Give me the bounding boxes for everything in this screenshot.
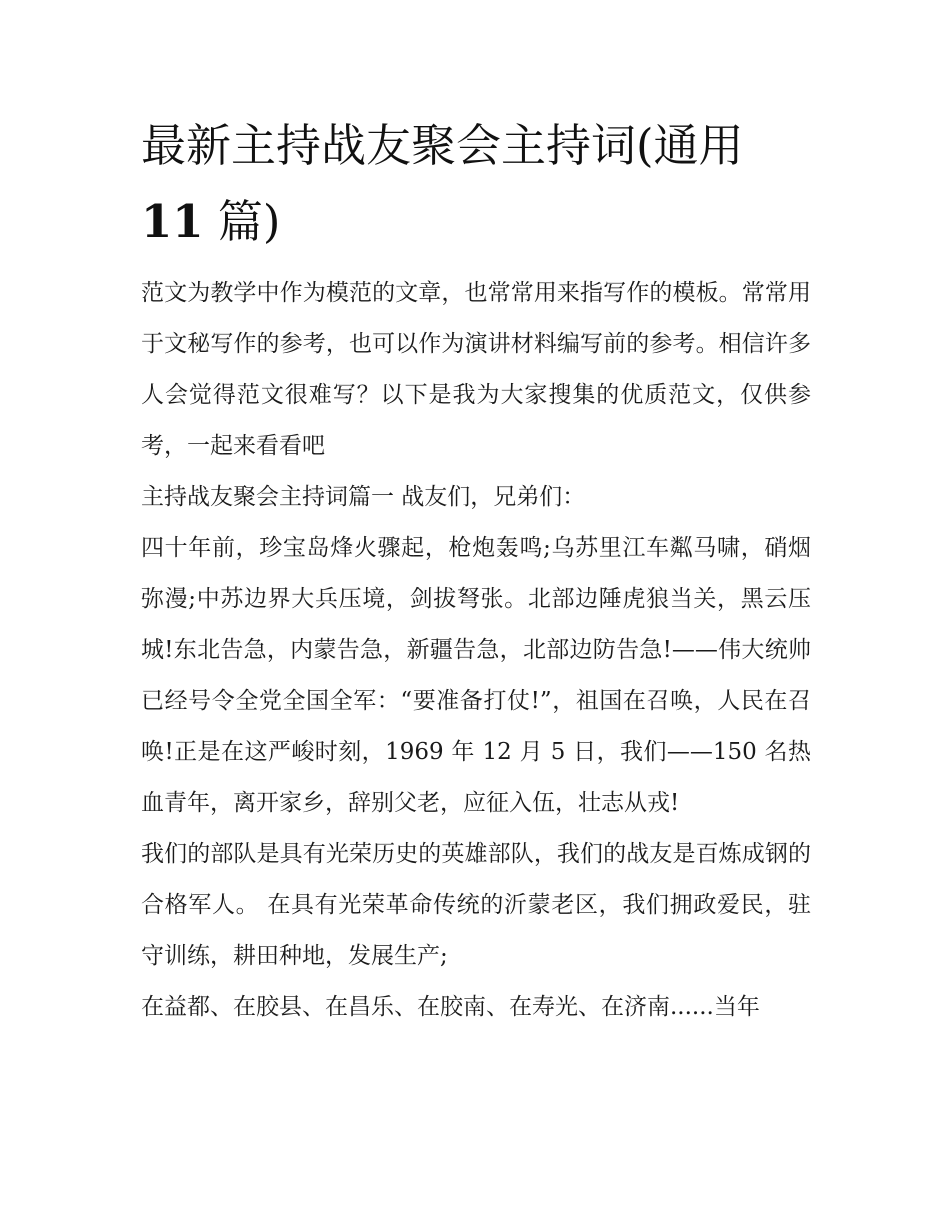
intro-paragraph: 范文为教学中作为模范的文章，也常常用来指写作的模板。常常用于文秘写作的参考，也可以作为演讲材料编写前的参考。相信许多人会觉得范文很难写？以下是我为大家搜集的优质范文，仅供参考，一起来看看吧	[141, 280, 811, 459]
document-title	[141, 108, 811, 260]
locations-paragraph: 在益都、在胶县、在昌乐、在胶南、在寿光、在济南......当年	[141, 994, 760, 1020]
title-line-1: 最新主持战友聚会主持词(通用	[141, 119, 744, 172]
title-number: 11	[141, 195, 204, 248]
document-body	[141, 108, 811, 1033]
history-paragraph: 四十年前，珍宝岛烽火骤起，枪炮轰鸣;乌苏里江车粼马啸，硝烟弥漫;中苏边界大兵压境，剑拔弩张。北部边陲虎狼当关，黑云压城!东北告急，内蒙告急，新疆告急，北部边防告急!——伟大统帅已经号令全党全国全军：“要准备打仗!”，祖国在召唤，人民在召唤!正是在这严峻时刻，1969 年 12 月 5 日，我们——150 名热血青年，离开家乡，辞别父老，应征入伍，壮志从戎!	[141, 535, 811, 816]
section-heading-paragraph: 主持战友聚会主持词篇一 战友们，兄弟们：	[141, 484, 586, 510]
unit-paragraph: 我们的部队是具有光荣历史的英雄部队，我们的战友是百炼成钢的合格军人。 在具有光荣革命传统的沂蒙老区，我们拥政爱民，驻守训练，耕田种地，发展生产;	[141, 841, 811, 969]
title-line-2-rest: 篇)	[203, 195, 281, 248]
